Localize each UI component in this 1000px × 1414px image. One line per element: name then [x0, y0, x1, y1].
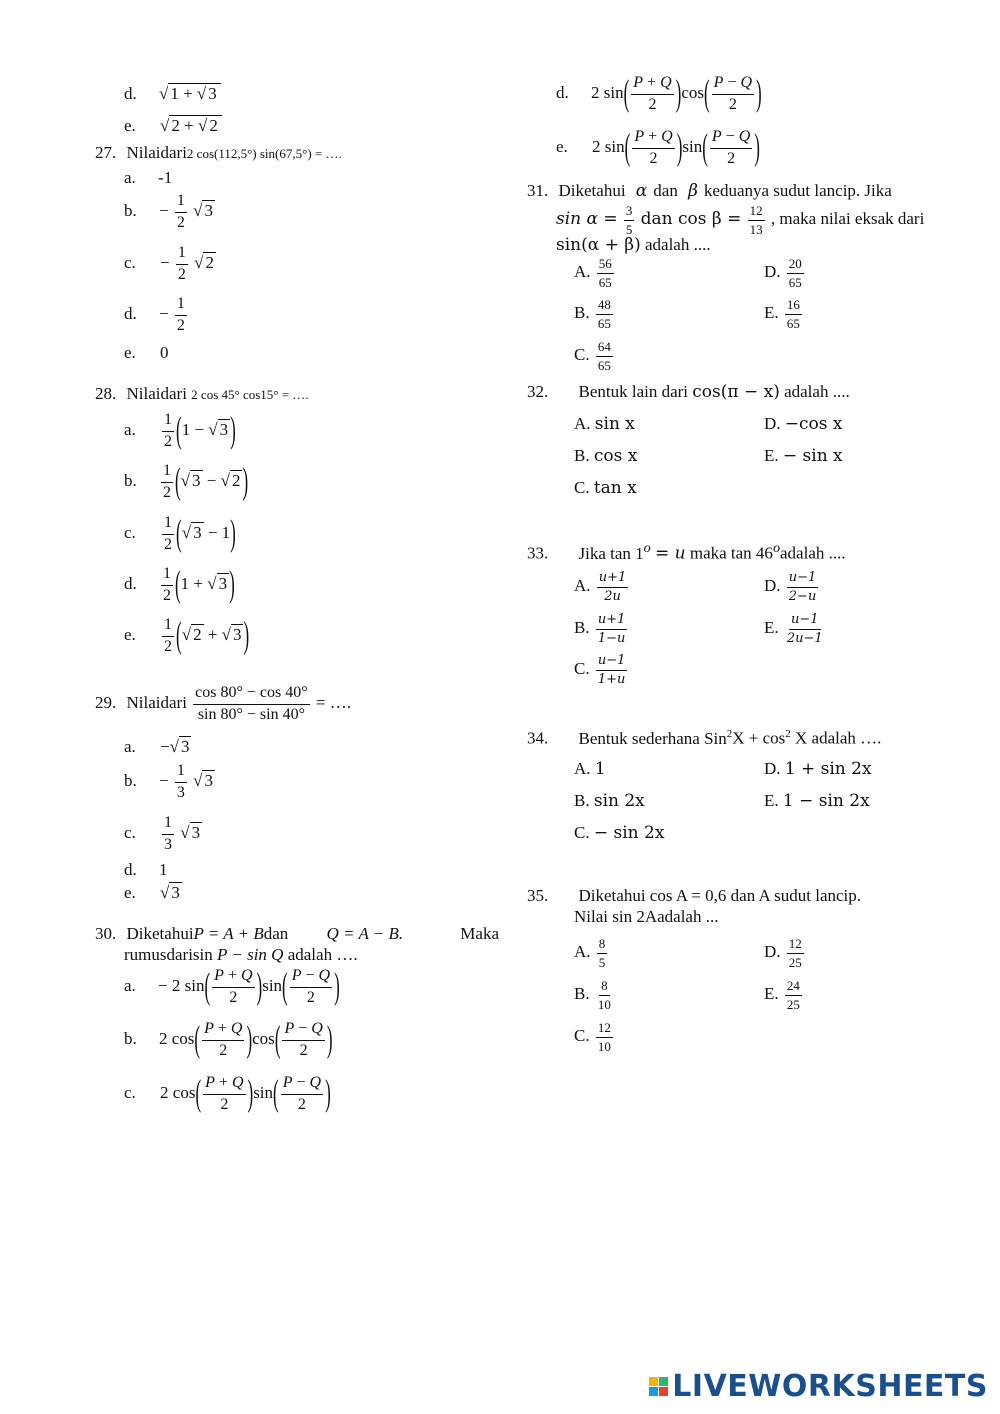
option-32-E[interactable]	[764, 446, 843, 466]
option-28-c[interactable]	[124, 512, 236, 555]
option-27-e[interactable]	[124, 343, 169, 363]
degree-sup: o	[643, 540, 651, 556]
option-29-a[interactable]	[124, 737, 191, 757]
option-expr: √ 2 + √ 2	[160, 116, 222, 135]
option-label: a.	[124, 420, 136, 440]
option-27-a[interactable]	[124, 168, 172, 188]
option-28-e[interactable]	[124, 614, 250, 657]
option-expr: −√ 3	[160, 737, 190, 756]
question-34: 34. Bentuk sederhana $Sin^2X + \cos^2 X$ adalah ….	[527, 728, 882, 748]
alpha-symbol: α	[635, 181, 648, 201]
question-expr: 2 cos(112,5°) sin(67,5°) = ….	[186, 146, 342, 161]
option-expr: $\frac{1}{2}$ (√ 3 − √ 2 )	[163, 460, 249, 503]
option-35-B[interactable]: B. $\frac{8}{10}$	[574, 978, 611, 1012]
question-expr: dan cos β =	[640, 209, 742, 230]
option-label: e.	[556, 137, 568, 157]
question-text: dan	[263, 924, 289, 943]
question-text: Bentuk sederhana Sin	[578, 728, 727, 748]
option-label: E.	[764, 791, 779, 810]
option-label: C.	[574, 823, 590, 842]
question-text: Maka	[460, 924, 499, 943]
option-expr: $\frac{1}{3}$ √ 3	[164, 814, 201, 853]
option-label: b.	[124, 201, 137, 221]
option-label: D.	[764, 414, 781, 433]
question-text: rumusdarisin	[124, 945, 213, 964]
option-31-C[interactable]: C. $\frac{64}{65}$	[574, 339, 611, 373]
option-33-E[interactable]: E. $\frac{u-1}{2u-1}$	[764, 612, 823, 646]
question-35	[527, 886, 861, 906]
question-30-line2	[124, 945, 358, 965]
option-30-a[interactable]	[124, 965, 340, 1008]
option-32-C[interactable]	[574, 478, 637, 498]
option-label: D.	[764, 576, 781, 596]
option-27-d[interactable]	[124, 296, 189, 335]
question-31-line3	[556, 235, 711, 255]
option-label: e.	[124, 883, 136, 902]
option-expr: − $\frac{1}{2}$ √ 3	[159, 192, 213, 231]
option-29-d[interactable]	[124, 860, 168, 880]
question-fraction: $\frac{\cos 80^\circ - \cos 40^\circ}{\sin 80^\circ - \sin 40^\circ}$	[195, 684, 308, 723]
option-31-A[interactable]: A. $\frac{56}{65}$	[574, 256, 612, 290]
option-value: sin x	[594, 414, 635, 434]
option-label: E.	[764, 446, 779, 465]
question-text: Bentuk lain dari	[578, 382, 689, 401]
option-29-e[interactable]	[124, 883, 182, 903]
option-label: D.	[764, 262, 781, 282]
option-33-C[interactable]: C. $\frac{u-1}{1+u}$	[574, 653, 626, 687]
option-33-A[interactable]: A. $\frac{u+1}{2u}$	[574, 570, 627, 604]
option-28-a[interactable]	[124, 409, 236, 452]
beta-symbol: β	[688, 181, 698, 201]
question-expr: P = A + B	[193, 924, 264, 943]
option-label: d.	[124, 304, 137, 324]
option-label: e.	[124, 343, 136, 362]
question-suffix: = ….	[315, 693, 351, 713]
option-34-D[interactable]	[764, 759, 872, 779]
option-27-c[interactable]	[124, 245, 216, 284]
option-26-e[interactable]	[124, 116, 222, 136]
question-28	[95, 384, 309, 404]
option-31-D[interactable]: D. $\frac{20}{65}$	[764, 256, 802, 290]
question-text: Diketahui	[126, 924, 194, 943]
option-30-c[interactable]	[124, 1072, 331, 1115]
question-29	[95, 685, 351, 724]
option-value: − sin x	[782, 446, 843, 466]
option-label: A.	[574, 414, 591, 433]
logo-text: LIVEWORKSHEETS	[672, 1369, 988, 1404]
question-expr: P − sin Q	[217, 945, 284, 964]
question-expr: = u	[654, 543, 686, 564]
option-label: B.	[574, 446, 590, 465]
option-label: E.	[764, 618, 779, 638]
option-value: cos x	[593, 446, 638, 466]
option-expr: 2 sin( $\frac{P + Q}{2}$ )sin( $\frac{P - Q}{2}$ )	[592, 126, 760, 169]
question-text: Diketahui	[558, 181, 626, 200]
option-30-d[interactable]	[556, 72, 762, 115]
option-label: C.	[574, 659, 590, 679]
option-29-b[interactable]	[124, 763, 215, 802]
option-label: A.	[574, 576, 591, 596]
question-number: 28.	[95, 384, 117, 403]
option-35-C[interactable]: C. $\frac{12}{10}$	[574, 1020, 611, 1054]
question-text: X adalah ….	[795, 728, 882, 748]
question-31	[527, 181, 929, 201]
option-expr: $\frac{1}{2}$ (1 + √ 3 )	[163, 563, 235, 606]
option-value: − sin 2x	[593, 823, 665, 843]
question-expr: 2 cos 45° cos15° = ….	[191, 387, 309, 402]
question-number: 32.	[527, 382, 549, 401]
option-value: -1	[158, 168, 173, 187]
option-label: C.	[574, 1026, 590, 1046]
option-32-A[interactable]	[574, 414, 635, 434]
option-expr: 2 sin( $\frac{P + Q}{2}$ )cos( $\frac{P - Q}{2}$ )	[591, 72, 762, 115]
option-27-b[interactable]	[124, 193, 215, 232]
option-label: B.	[574, 303, 590, 323]
option-value: sin 2x	[593, 791, 645, 811]
option-33-B[interactable]: B. $\frac{u+1}{1-u}$	[574, 612, 626, 646]
question-text: dan	[653, 181, 678, 200]
option-label: A.	[574, 759, 591, 778]
option-expr: $\frac{1}{2}$ (1 − √ 3 )	[164, 409, 236, 452]
option-label: d.	[124, 860, 137, 879]
question-expr: sin α =	[556, 209, 618, 230]
question-31-line2: sin α = $\frac{3}{5}$ dan cos β = $\frac{12}{13}$ , maka nilai eksak dari	[556, 203, 925, 237]
option-label: D.	[764, 942, 781, 962]
option-label: c.	[124, 1083, 136, 1103]
question-expr: cos(π − x)	[692, 382, 780, 402]
question-prefix: Nilaidari	[126, 693, 187, 713]
option-label: c.	[124, 523, 136, 543]
option-value: 1	[594, 759, 606, 779]
option-label: E.	[764, 303, 779, 323]
option-expr: − 2 sin( $\frac{P + Q}{2}$ )sin( $\frac{P - Q}{2}$ )	[158, 965, 340, 1008]
question-text: X + cos	[732, 728, 786, 748]
option-label: b.	[124, 771, 137, 791]
option-33-D[interactable]: D. $\frac{u-1}{2-u}$	[764, 570, 817, 604]
logo-icon	[649, 1377, 668, 1396]
option-32-B[interactable]	[574, 446, 637, 466]
question-number: 27.	[95, 143, 117, 162]
option-expr: − $\frac{1}{3}$ √ 3	[159, 762, 213, 801]
option-34-E[interactable]	[764, 791, 870, 811]
option-30-e[interactable]	[556, 126, 760, 169]
liveworksheets-logo[interactable]	[649, 1369, 988, 1404]
option-label: b.	[124, 1029, 137, 1049]
option-label: d.	[556, 83, 569, 103]
option-31-B[interactable]: B. $\frac{48}{65}$	[574, 297, 611, 331]
question-prefix: Nilaidari	[126, 384, 187, 403]
option-value: 1	[159, 860, 168, 879]
question-33	[527, 540, 846, 564]
option-expr: √ 1 + √ 3	[159, 84, 221, 103]
option-expr: − $\frac{1}{2}$ √ 2	[160, 244, 214, 283]
option-label: b.	[124, 471, 137, 491]
option-label: c.	[124, 823, 136, 843]
question-expr: Q = A − B.	[326, 924, 404, 943]
option-label: a.	[124, 737, 136, 756]
question-number: 35.	[527, 886, 549, 905]
question-number: 34.	[527, 728, 549, 748]
option-expr: 2 cos( $\frac{P + Q}{2}$ )sin( $\frac{P - Q}{2}$ )	[160, 1072, 331, 1115]
question-text: Nilai sin 2Aadalah ...	[574, 907, 719, 926]
option-value: −cos x	[784, 414, 843, 434]
option-expr: 2 cos( $\frac{P + Q}{2}$ )cos( $\frac{P - Q}{2}$ )	[159, 1018, 333, 1061]
question-32	[527, 382, 850, 402]
option-label: C.	[574, 478, 590, 497]
option-label: e.	[124, 625, 136, 645]
option-35-D[interactable]: D. $\frac{12}{25}$	[764, 936, 802, 970]
option-expr: − $\frac{1}{2}$	[159, 295, 185, 334]
question-text: adalah ....	[644, 235, 711, 254]
option-35-A[interactable]: A. $\frac{8}{5}$	[574, 936, 606, 970]
question-text: adalah ....	[780, 543, 846, 563]
question-text: , maka nilai eksak dari	[770, 209, 925, 229]
option-28-d[interactable]	[124, 563, 235, 606]
option-32-D[interactable]	[764, 414, 843, 434]
question-number: 29.	[95, 693, 117, 713]
option-label: c.	[124, 253, 136, 273]
option-34-C[interactable]	[574, 823, 664, 843]
question-text: Diketahui cos A = 0,6 dan A sudut lancip.	[578, 886, 862, 905]
question-text: maka tan 46	[689, 543, 773, 563]
question-number: 31.	[527, 181, 549, 200]
option-value: tan x	[593, 478, 637, 498]
option-expr: $\frac{1}{2}$ (√ 2 + √ 3 )	[164, 614, 250, 657]
option-34-A[interactable]	[574, 759, 606, 779]
question-text: adalah ….	[287, 945, 358, 964]
question-30	[95, 924, 499, 944]
option-label: E.	[764, 984, 779, 1004]
option-label: e.	[124, 116, 136, 135]
question-35-line2	[574, 907, 718, 927]
option-value: 1 − sin 2x	[782, 791, 870, 811]
option-label: a.	[124, 976, 136, 996]
question-text: keduanya sudut lancip. Jika	[703, 181, 892, 200]
option-label: d.	[124, 84, 137, 103]
option-35-E[interactable]: E. $\frac{24}{25}$	[764, 978, 800, 1012]
option-label: A.	[574, 942, 591, 962]
option-30-b[interactable]	[124, 1018, 333, 1061]
degree-sup: o	[772, 540, 781, 556]
option-label: B.	[574, 618, 590, 638]
option-label: B.	[574, 984, 590, 1004]
option-label: D.	[764, 759, 781, 778]
question-expr: sin(α + β)	[556, 235, 641, 255]
option-expr: $\frac{1}{2}$ (√ 3 − 1)	[164, 512, 236, 555]
option-label: d.	[124, 574, 137, 594]
question-text: Jika tan 1	[578, 543, 644, 563]
option-label: a.	[124, 168, 136, 187]
option-label: A.	[574, 262, 591, 282]
option-label: C.	[574, 345, 590, 365]
question-prefix: Nilaidari	[126, 143, 187, 162]
option-value: 0	[160, 343, 169, 362]
question-number: 33.	[527, 543, 549, 563]
option-28-b[interactable]	[124, 460, 249, 503]
question-number: 30.	[95, 924, 117, 943]
option-value: 1 + sin 2x	[784, 759, 872, 779]
option-expr: √ 3	[160, 883, 180, 902]
question-text: adalah ....	[784, 382, 850, 401]
option-label: B.	[574, 791, 590, 810]
option-26-d[interactable]	[124, 84, 221, 104]
option-29-c[interactable]	[124, 815, 202, 854]
option-34-B[interactable]	[574, 791, 645, 811]
question-27	[95, 143, 342, 163]
option-31-E[interactable]: E. $\frac{16}{65}$	[764, 297, 800, 331]
